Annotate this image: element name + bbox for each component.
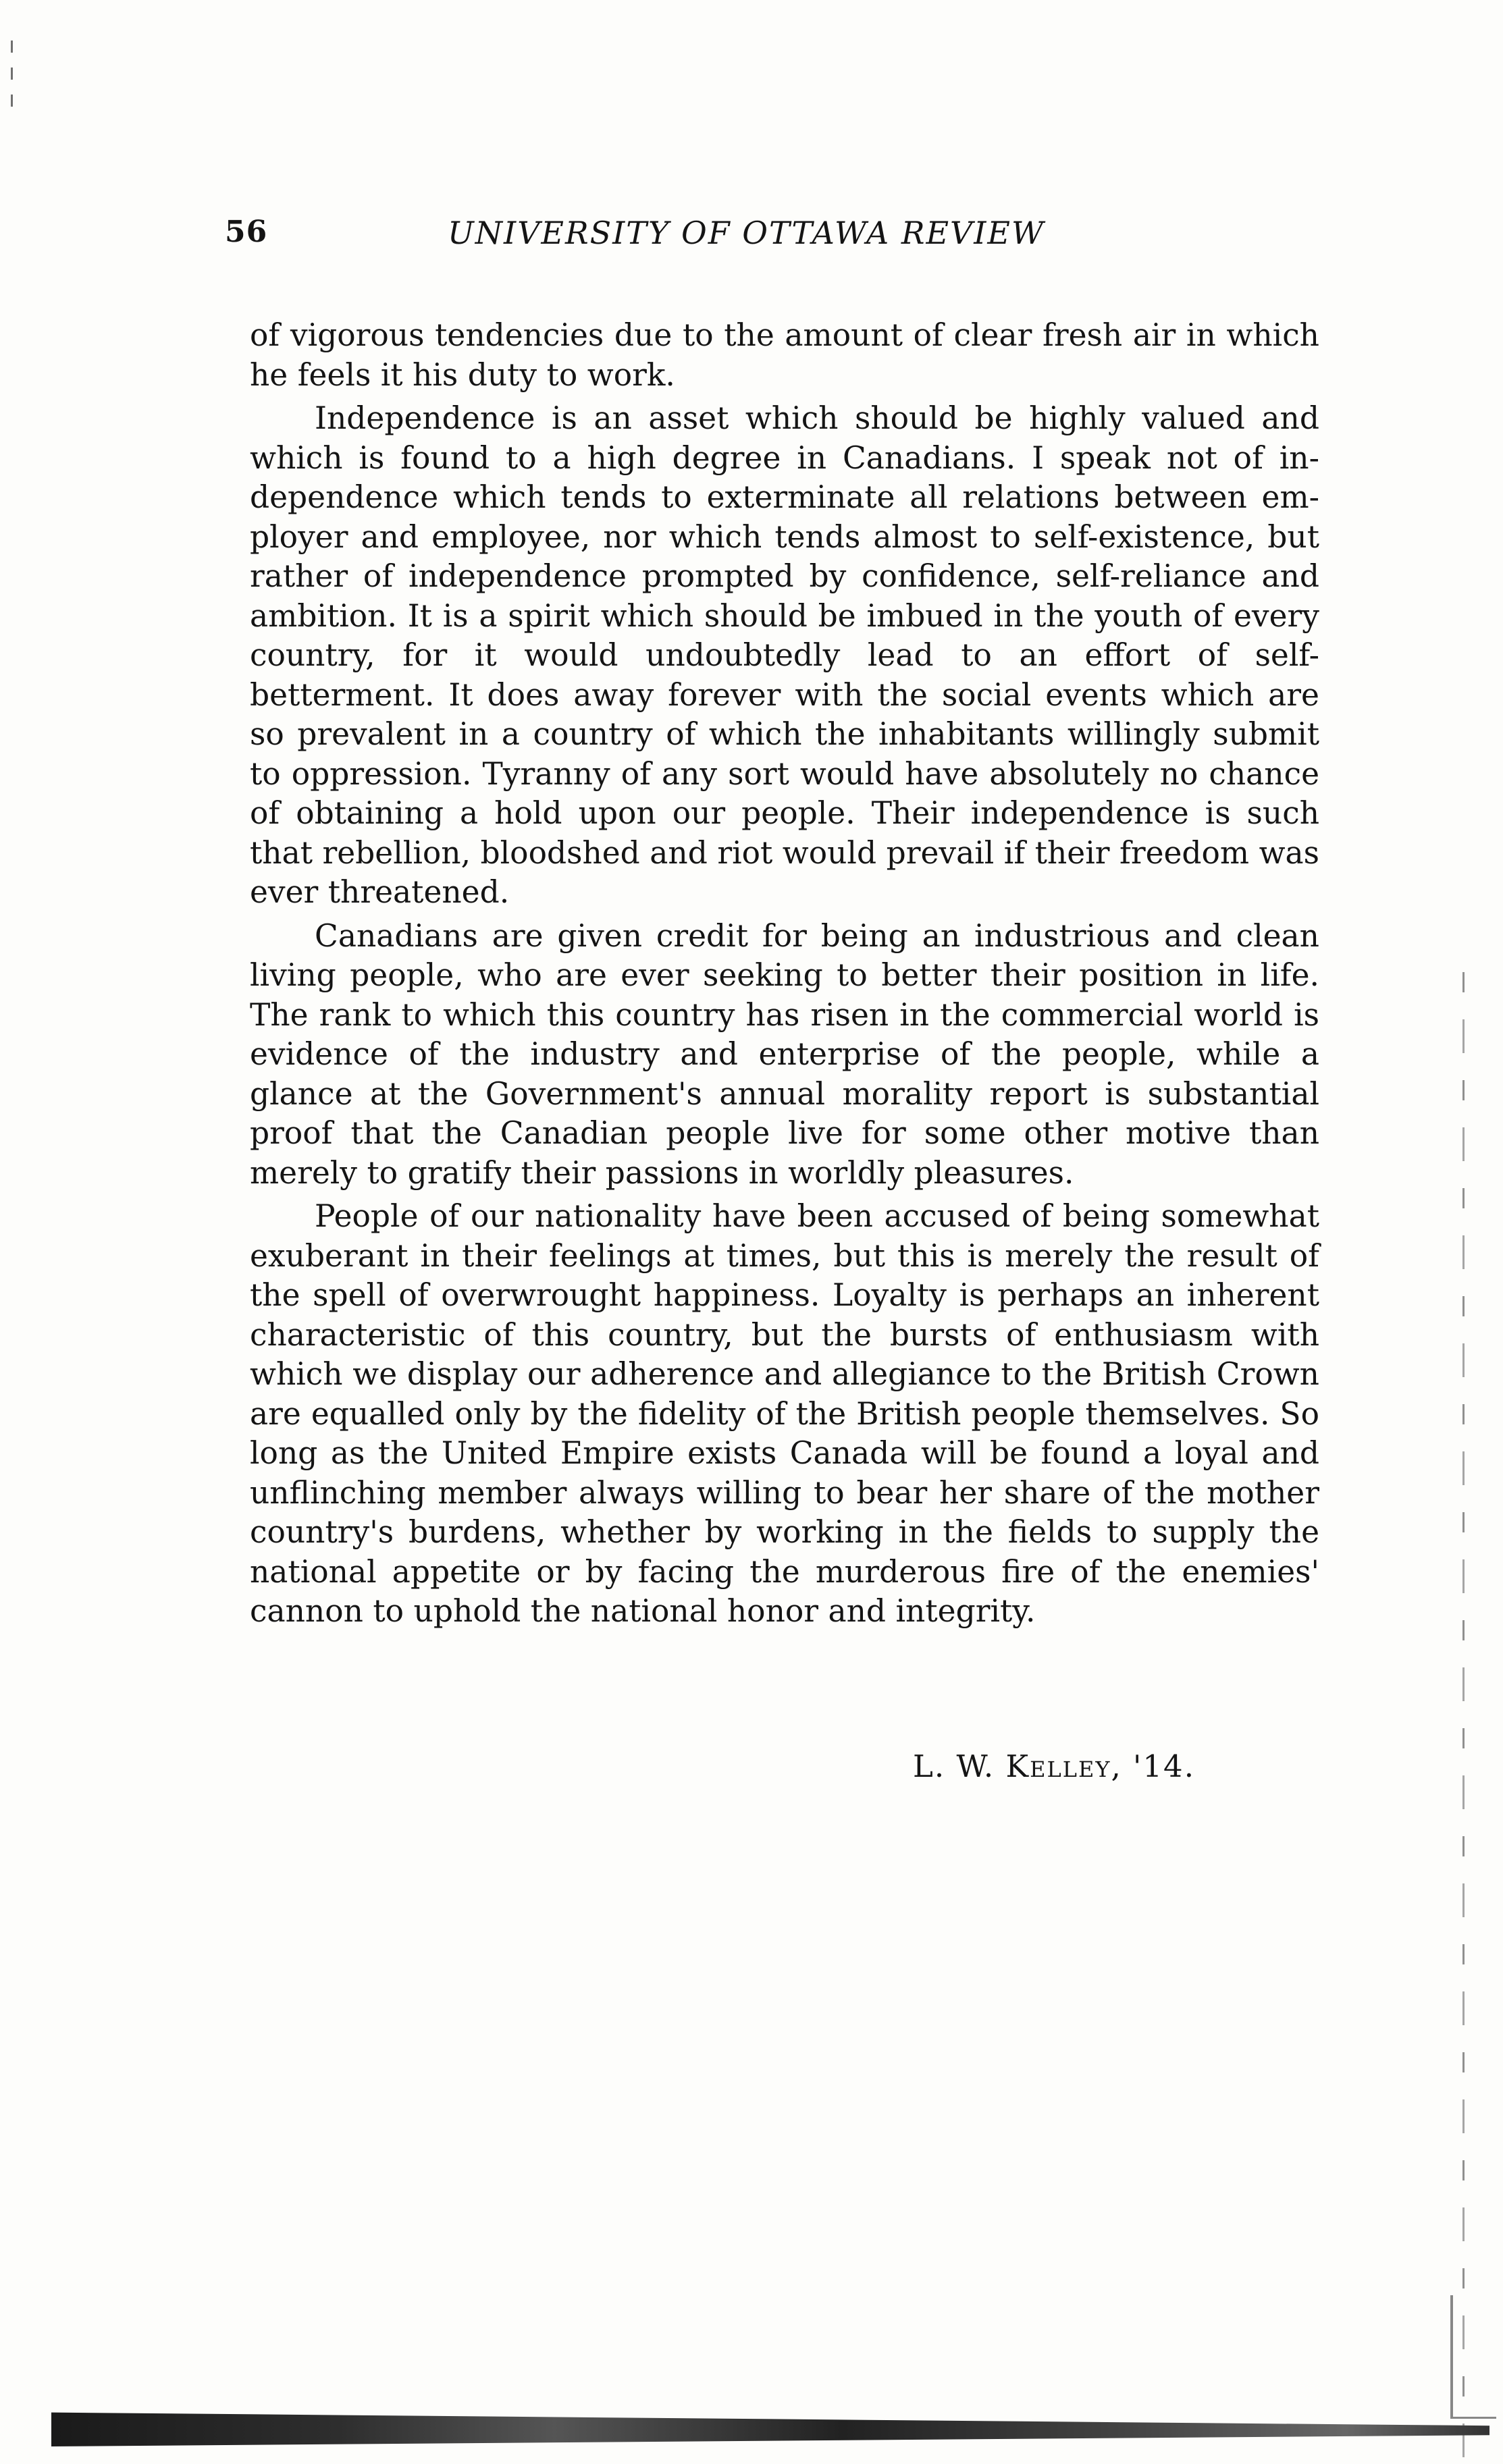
article-body [250, 316, 1319, 1636]
page-number: 56 [225, 215, 268, 249]
paragraph-independence: Independence is an asset which should be highly valued and which is found to a high degree in Canadians. I speak not of independence which tends to exterminate all relations between employer and employee, nor which tends almost to self-existence, but rather of independence prompted by confidence, self-reliance and ambition. It is a spirit which should be imbued in the youth of every country, for it would undoubtedly lead to an effort of self-betterment. It does away forever with the social events which are so prevalent in a country of which the inhabitants willingly submit to oppression. Tyranny of any sort would have absolutely no chance of obtaining a hold upon our people. Their independence is such that rebellion, bloodshed and riot would prevail if their freedom was ever threatened. [250, 400, 1319, 910]
scan-artifact-bottom-edge [51, 2409, 1489, 2446]
paragraph-continuation: of vigorous tendencies due to the amount of clear fresh air in which he feels it his duty to work. [250, 317, 1319, 393]
paragraph-loyalty: People of our nationality have been accused of being somewhat exuberant in their feelings at times, but this is merely the result of the spell of overwrought happiness. Loyalty is perhaps an inherent characteristic of this country, but the bursts of enthusiasm with which we display our adherence and allegiance to the British Crown are equalled only by the fidelity of the British people themselves. So long as the United Empire exists Canada will be found a loyal and unflinching member always willing to bear her share of the mother country's burdens, whether by working in the fields to supply the national appetite or by facing the murderous fire of the enemies' cannon to uphold the national honor and integrity. [250, 1198, 1319, 1629]
scan-artifact-left-mark [11, 41, 13, 122]
author-signature: L. W. Kelley, '14. [913, 1748, 1195, 1784]
paragraph-industrious: Canadians are given credit for being an industrious and clean living people, who are ever seeking to better their position in life. The rank to which this country has risen in the commercial world is evidence of the industry and enterprise of the people, while a glance at the Government's annual morality report is substantial proof that the Canadian people live for some other motive than merely to gratify their passions in worldly pleasures. [250, 917, 1319, 1191]
scan-artifact-right-margin [1462, 972, 1465, 2457]
page-header [225, 215, 1319, 269]
running-title: UNIVERSITY OF OTTAWA REVIEW [448, 215, 1045, 251]
scan-artifact-corner [1450, 2295, 1496, 2419]
